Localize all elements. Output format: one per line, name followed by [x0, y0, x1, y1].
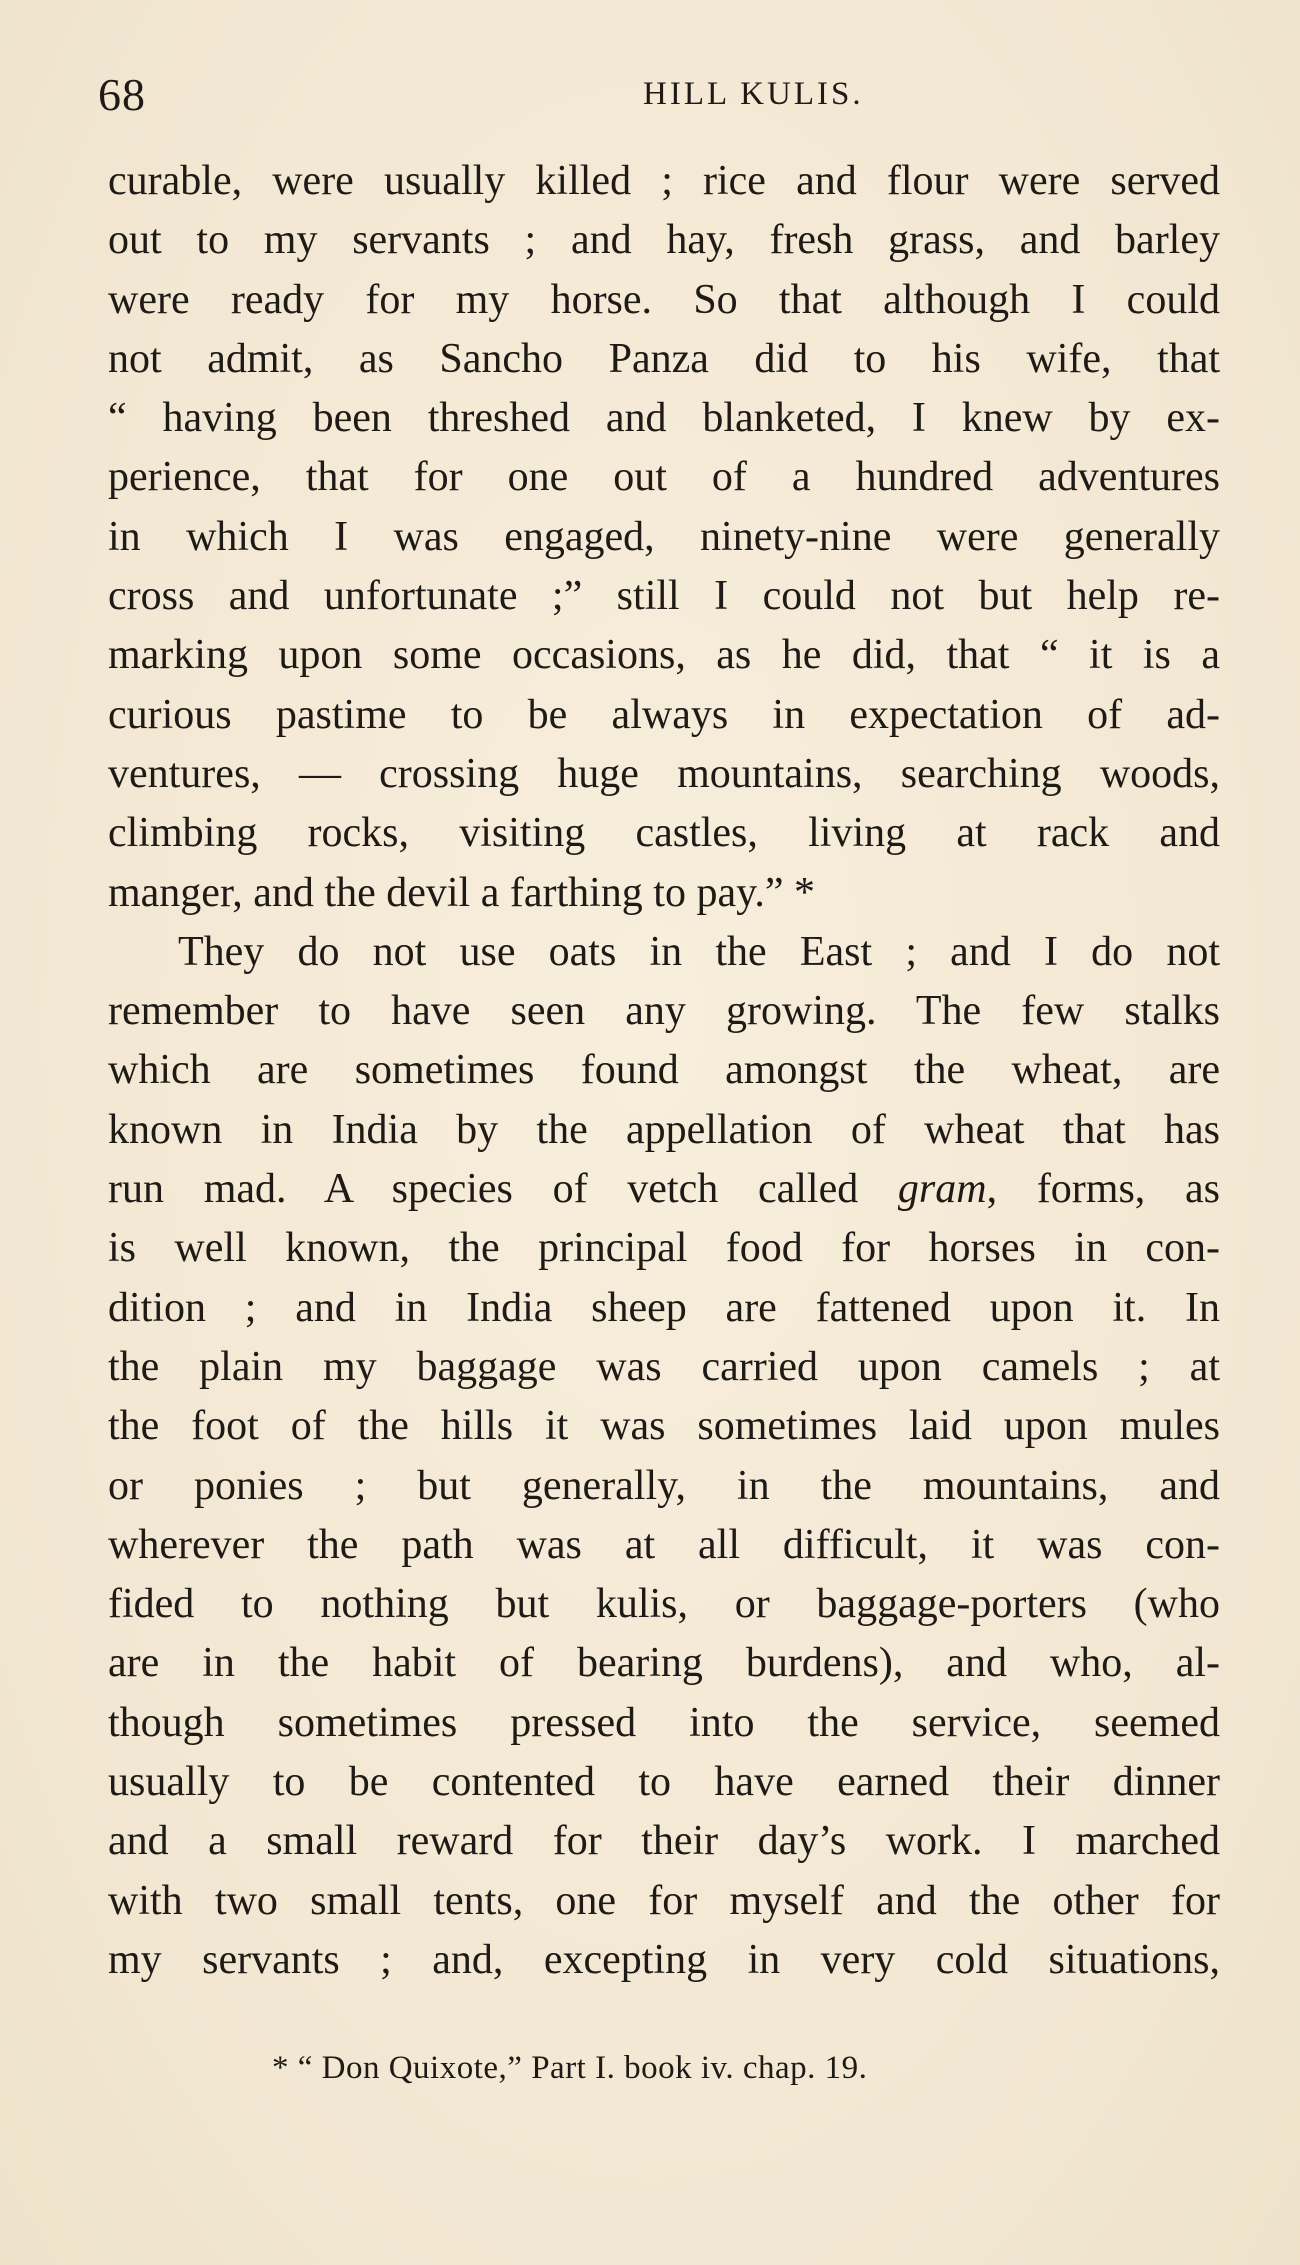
text-line: out to my servants ; and hay, fresh grass, and barley — [108, 217, 1220, 264]
text-line: curious pastime to be always in expectation of ad- — [108, 691, 1220, 738]
text-line: with two small tents, one for myself and the other for — [108, 1877, 1220, 1924]
page-header — [98, 68, 1218, 128]
text-line: were ready for my horse. So that although I could — [108, 276, 1220, 323]
page-number: 68 — [98, 69, 146, 120]
italic-word: gram — [897, 1166, 987, 1213]
text-line: which are sometimes found amongst the wheat, are — [108, 1047, 1220, 1094]
text-line: fided to nothing but kulis, or baggage-porters (who — [108, 1581, 1220, 1628]
text-line: is well known, the principal food for horses in con- — [108, 1225, 1220, 1272]
text-line: climbing rocks, visiting castles, living at rack and — [108, 810, 1220, 857]
text-line: in which I was engaged, ninety-nine were generally — [108, 513, 1220, 560]
text-line: wherever the path was at all difficult, it was con- — [108, 1521, 1220, 1568]
text-line: “ having been threshed and blanketed, I knew by ex- — [108, 395, 1220, 442]
paragraph-start-line: They do not use oats in the East ; and I do not — [178, 928, 1220, 975]
text-line: usually to be contented to have earned their dinner — [108, 1759, 1220, 1806]
text-line: are in the habit of bearing burdens), and who, al- — [108, 1640, 1220, 1687]
text-line: the plain my baggage was carried upon camels ; at — [108, 1343, 1220, 1390]
text-line: perience, that for one out of a hundred adventures — [108, 454, 1220, 501]
text-line: known in India by the appellation of wheat that has — [108, 1106, 1220, 1153]
text-line: my servants ; and, excepting in very cold situations, — [108, 1936, 1220, 1983]
text-line: not admit, as Sancho Panza did to his wife, that — [108, 335, 1220, 382]
text-line: cross and unfortunate ;” still I could not but help re- — [108, 573, 1220, 620]
text-line: manger, and the devil a farthing to pay.” * — [108, 869, 816, 916]
text-line: and a small reward for their day’s work. I marched — [108, 1818, 1220, 1865]
body-text — [108, 152, 1220, 1990]
text-line: the foot of the hills it was sometimes laid upon mules — [108, 1403, 1220, 1450]
text-line: though sometimes pressed into the service, seemed — [108, 1699, 1220, 1746]
text-line: marking upon some occasions, as he did, that “ it is a — [108, 632, 1220, 679]
text-line: or ponies ; but generally, in the mountains, and — [108, 1462, 1220, 1509]
text-line: remember to have seen any growing. The few stalks — [108, 988, 1220, 1035]
text-line: curable, were usually killed ; rice and flour were served — [108, 158, 1220, 204]
running-head: HILL KULIS. — [643, 76, 864, 112]
footnote: * “ Don Quixote,” Part I. book iv. chap. 19. — [272, 2050, 868, 2086]
text-line: ventures, — crossing huge mountains, searching woods, — [108, 750, 1220, 797]
text-line: run mad. A species of vetch called gram, forms, as — [108, 1166, 1220, 1213]
text-line: dition ; and in India sheep are fattened upon it. In — [108, 1284, 1220, 1331]
